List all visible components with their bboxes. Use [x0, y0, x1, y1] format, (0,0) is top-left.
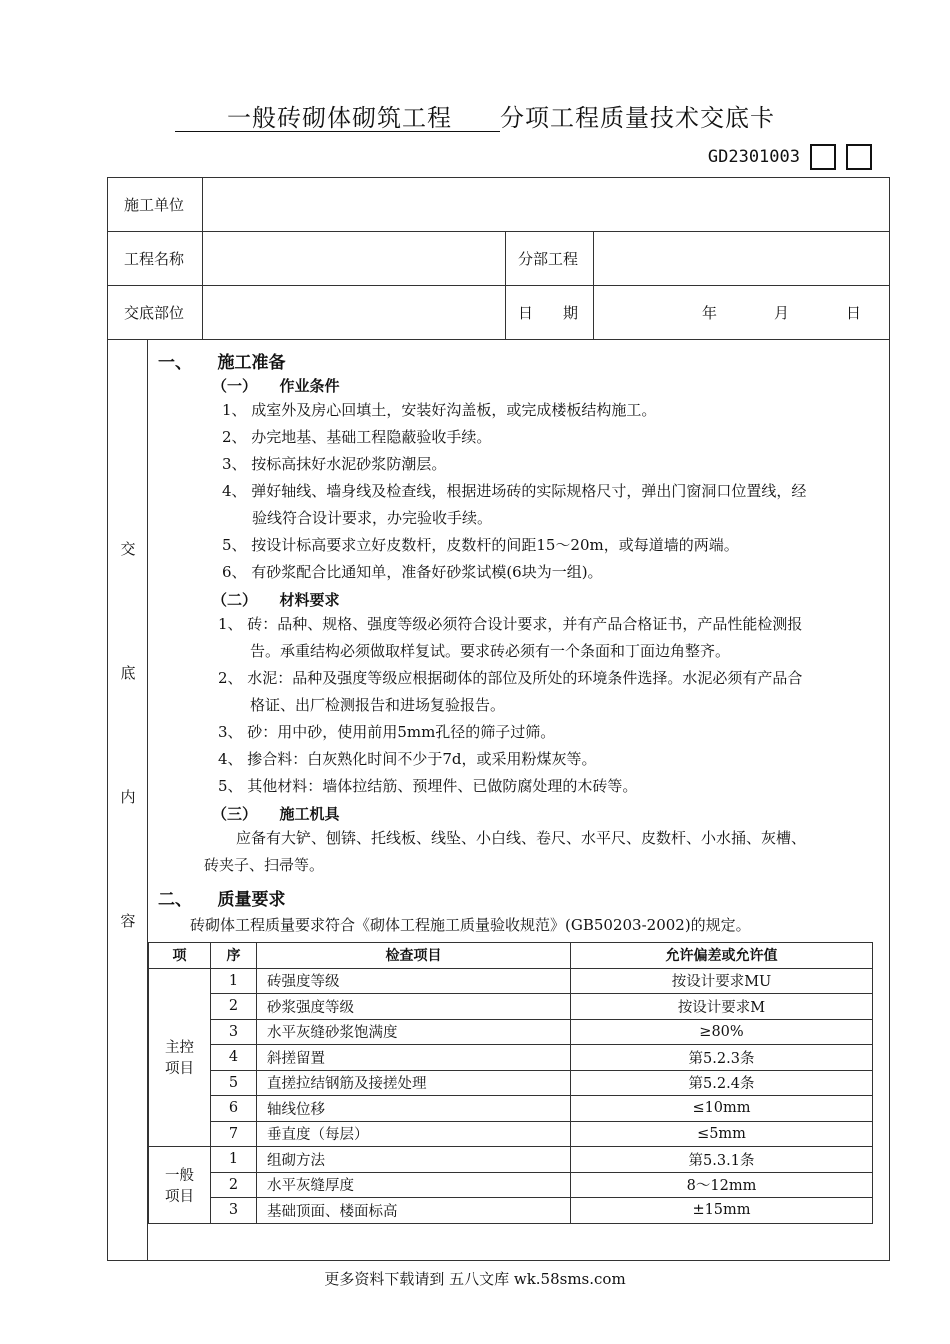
cell-seq: 1 [211, 1147, 257, 1173]
col-header-seq: 序 [211, 943, 257, 969]
doc-code-area [708, 143, 872, 171]
cell-tolerance: 第5.2.4条 [571, 1070, 873, 1096]
cell-seq: 2 [211, 994, 257, 1020]
cell-tolerance: ≤5mm [571, 1121, 873, 1147]
cell-seq: 7 [211, 1121, 257, 1147]
col-header-check: 检查项目 [257, 943, 571, 969]
title-underlined-project: 一般砖砌体砌筑工程 [175, 105, 500, 132]
group-main-control [149, 968, 211, 1147]
quality-table [148, 942, 873, 1224]
disclosure-form [107, 177, 890, 1261]
cell-tolerance: 第5.2.3条 [571, 1045, 873, 1071]
part-field[interactable] [203, 286, 506, 340]
cell-check: 直搓拉结钢筋及接搓处理 [257, 1070, 571, 1096]
table-row [149, 1198, 873, 1224]
cell-check: 轴线位移 [257, 1096, 571, 1122]
list-item: 验线符合设计要求，办完验收手续。 [252, 509, 493, 527]
subsection-2-heading: （二） 材料要求 [212, 591, 340, 609]
unit-label: 施工单位 [108, 178, 203, 232]
doc-code: GD2301003 [707, 147, 800, 167]
list-item: 5、 按设计标高要求立好皮数杆，皮数杆的间距15～20m，或每道墙的两端。 [222, 536, 739, 554]
cell-check: 垂直度（每层） [257, 1121, 571, 1147]
unit-value-field[interactable] [203, 178, 890, 232]
group-name-line: 一般 [165, 1167, 194, 1184]
col-header-item: 项 [149, 943, 211, 969]
group-name-line: 项目 [165, 1061, 194, 1078]
cell-check: 组砌方法 [257, 1147, 571, 1173]
cell-seq: 1 [211, 968, 257, 994]
side-char: 容 [120, 912, 136, 930]
cell-seq: 2 [211, 1172, 257, 1198]
list-item: 格证、出厂检测报告和进场复验报告。 [250, 696, 506, 714]
cell-tolerance: ≥80% [571, 1019, 873, 1045]
cell-seq: 5 [211, 1070, 257, 1096]
project-name-label: 工程名称 [108, 232, 203, 286]
list-item: 2、 水泥：品种及强度等级应根据砌体的部位及所处的环境条件选择。水泥必须有产品合 [218, 669, 803, 687]
table-row [149, 1019, 873, 1045]
footer-link[interactable]: 更多资料下载请到 五八文库 wk.58sms.com [324, 1270, 626, 1288]
project-name-field[interactable] [203, 232, 506, 286]
list-item: 1、 砖：品种、规格、强度等级必须符合设计要求，并有产品合格证书，产品性能检测报 [218, 615, 803, 633]
checkbox-2[interactable] [846, 144, 872, 170]
list-item: 4、 弹好轴线、墙身线及检查线，根据进场砖的实际规格尺寸，弹出门窗洞口位置线，经 [222, 482, 807, 500]
cell-tolerance: 第5.3.1条 [571, 1147, 873, 1173]
cell-check: 水平灰缝厚度 [257, 1172, 571, 1198]
cell-seq: 3 [211, 1198, 257, 1224]
table-row [149, 1070, 873, 1096]
side-char: 底 [120, 664, 136, 682]
cell-check: 斜搓留置 [257, 1045, 571, 1071]
cell-seq: 6 [211, 1096, 257, 1122]
table-row [149, 1172, 873, 1198]
list-item: 5、 其他材料：墙体拉结筋、预埋件、已做防腐处理的木砖等。 [218, 777, 638, 795]
cell-check: 基础顶面、楼面标高 [257, 1198, 571, 1224]
list-item: 4、 掺合料：白灰熟化时间不少于7d，或采用粉煤灰等。 [218, 750, 597, 768]
cell-tolerance: ±15mm [571, 1198, 873, 1224]
side-char: 交 [120, 540, 136, 558]
cell-seq: 4 [211, 1045, 257, 1071]
cell-tolerance: 8～12mm [571, 1172, 873, 1198]
checkbox-1[interactable] [810, 144, 836, 170]
cell-tolerance: ≤10mm [571, 1096, 873, 1122]
list-item: 3、 砂：用中砂，使用前用5mm孔径的筛子过筛。 [218, 723, 556, 741]
cell-tolerance: 按设计要求M [571, 994, 873, 1020]
quality-intro: 砖砌体工程质量要求符合《砌体工程施工质量验收规范》(GB50203-2002)的规定。 [190, 916, 751, 934]
cell-seq: 3 [211, 1019, 257, 1045]
section-1-heading: 一、 施工准备 [158, 353, 286, 373]
list-item: 2、 办完地基、基础工程隐蔽验收手续。 [222, 428, 492, 446]
title-suffix: 分项工程质量技术交底卡 [500, 104, 775, 132]
list-item: 应备有大铲、刨锛、托线板、线坠、小白线、卷尺、水平尺、皮数杆、小水捅、灰槽、 [236, 829, 807, 847]
list-item: 3、 按标高抹好水泥砂浆防潮层。 [222, 455, 447, 473]
table-row [149, 1147, 873, 1173]
date-field[interactable] [594, 286, 890, 340]
group-name-line: 项目 [165, 1188, 194, 1205]
part-label: 交底部位 [108, 286, 203, 340]
date-day: 日 [846, 304, 862, 322]
subsection-3-heading: （三） 施工机具 [212, 805, 340, 823]
date-label: 日 期 [506, 286, 594, 340]
list-item: 砖夹子、扫帚等。 [204, 856, 325, 874]
table-row [149, 994, 873, 1020]
sub-project-field[interactable] [594, 232, 890, 286]
date-year: 年 [702, 304, 718, 322]
list-item: 1、 成室外及房心回填土，安装好沟盖板，或完成楼板结构施工。 [222, 401, 657, 419]
table-row [149, 1096, 873, 1122]
table-row [149, 1121, 873, 1147]
table-row [149, 1045, 873, 1071]
table-row [149, 968, 873, 994]
document-title [0, 100, 950, 136]
list-item: 告。承重结构必须做取样复试。要求砖必须有一个条面和丁面边角整齐。 [250, 642, 731, 660]
content-area [148, 340, 890, 1261]
col-header-tolerance: 允许偏差或允许值 [571, 943, 873, 969]
side-char: 内 [120, 788, 136, 806]
cell-check: 砂浆强度等级 [257, 994, 571, 1020]
cell-check: 水平灰缝砂浆饱满度 [257, 1019, 571, 1045]
group-name-line: 主控 [165, 1040, 194, 1057]
cell-tolerance: 按设计要求MU [571, 968, 873, 994]
date-month: 月 [774, 304, 790, 322]
cell-check: 砖强度等级 [257, 968, 571, 994]
content-side-label [108, 340, 148, 1261]
sub-project-label: 分部工程 [506, 232, 594, 286]
subsection-1-heading: （一） 作业条件 [212, 377, 340, 395]
group-general [149, 1147, 211, 1224]
section-2-heading: 二、 质量要求 [158, 890, 286, 910]
list-item: 6、 有砂浆配合比通知单，准备好砂浆试模(6块为一组)。 [222, 563, 603, 581]
